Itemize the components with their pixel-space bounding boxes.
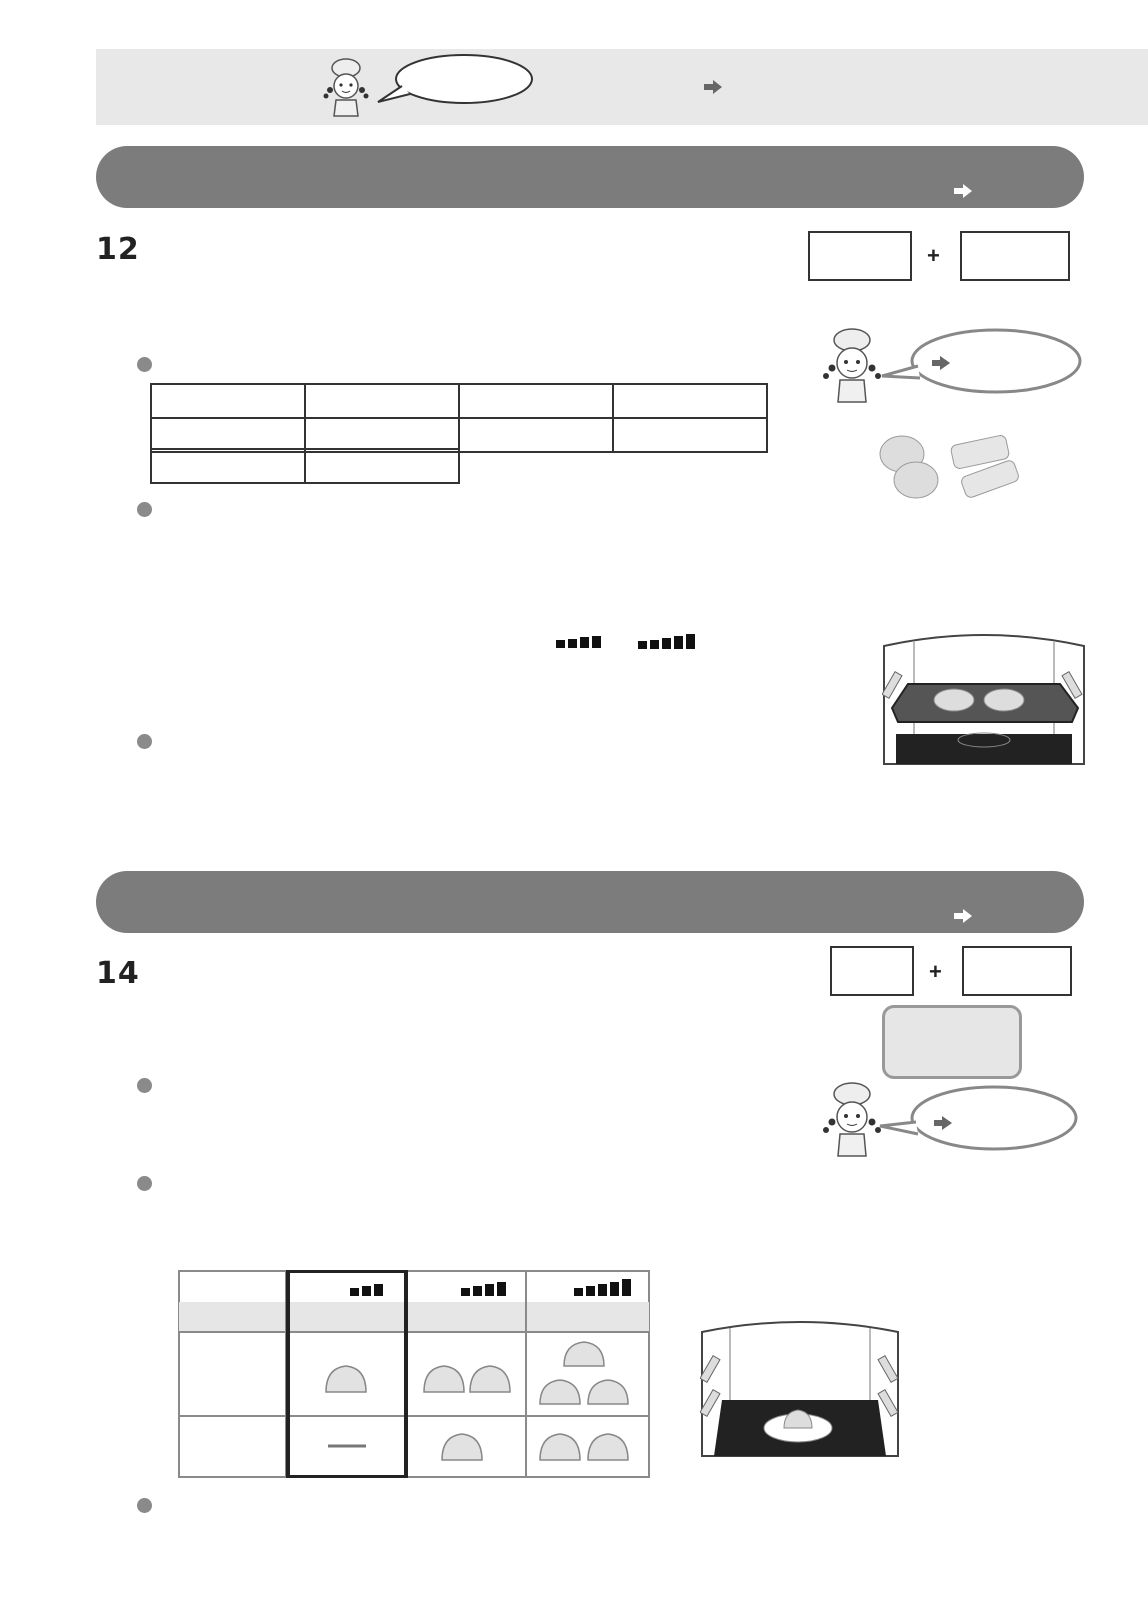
bullet-icon: [137, 1176, 152, 1191]
bullet-icon: [137, 502, 152, 517]
table-row: [151, 449, 459, 483]
bun-quantity-table: [178, 1270, 650, 1478]
section-banner-2: [96, 871, 1084, 933]
right-arrow-icon: [954, 909, 972, 923]
bullet-icon: [137, 357, 152, 372]
header-band: [96, 49, 1148, 125]
speech-bubble: [872, 1082, 1080, 1156]
plus-sign: +: [927, 243, 940, 268]
key-box: [830, 946, 914, 996]
right-arrow-icon: [704, 80, 722, 94]
weight-table-extra: [150, 448, 460, 484]
right-arrow-icon: [954, 184, 972, 198]
speech-bubble: [372, 52, 542, 112]
bullet-icon: [137, 1498, 152, 1513]
speech-bubble: [874, 326, 1084, 400]
key-box: [960, 231, 1070, 281]
oven-tray-illustration: [882, 628, 1086, 770]
recipe-number: 14: [96, 956, 140, 991]
key-box: [962, 946, 1072, 996]
power-level-4: [556, 636, 601, 648]
table-row: [151, 418, 767, 452]
croquette-spring-roll-illustration: [872, 430, 1028, 502]
weight-table: [150, 383, 768, 453]
bullet-icon: [137, 734, 152, 749]
info-box: [882, 1005, 1022, 1079]
section-banner-1: [96, 146, 1084, 208]
chef-mascot-icon: [318, 56, 378, 118]
key-box: [808, 231, 912, 281]
recipe-number: 12: [96, 232, 140, 267]
bullet-icon: [137, 1078, 152, 1093]
power-level-5: [638, 634, 695, 649]
oven-bun-illustration: [700, 1316, 900, 1460]
plus-sign: +: [929, 959, 942, 984]
table-row: [151, 384, 767, 418]
